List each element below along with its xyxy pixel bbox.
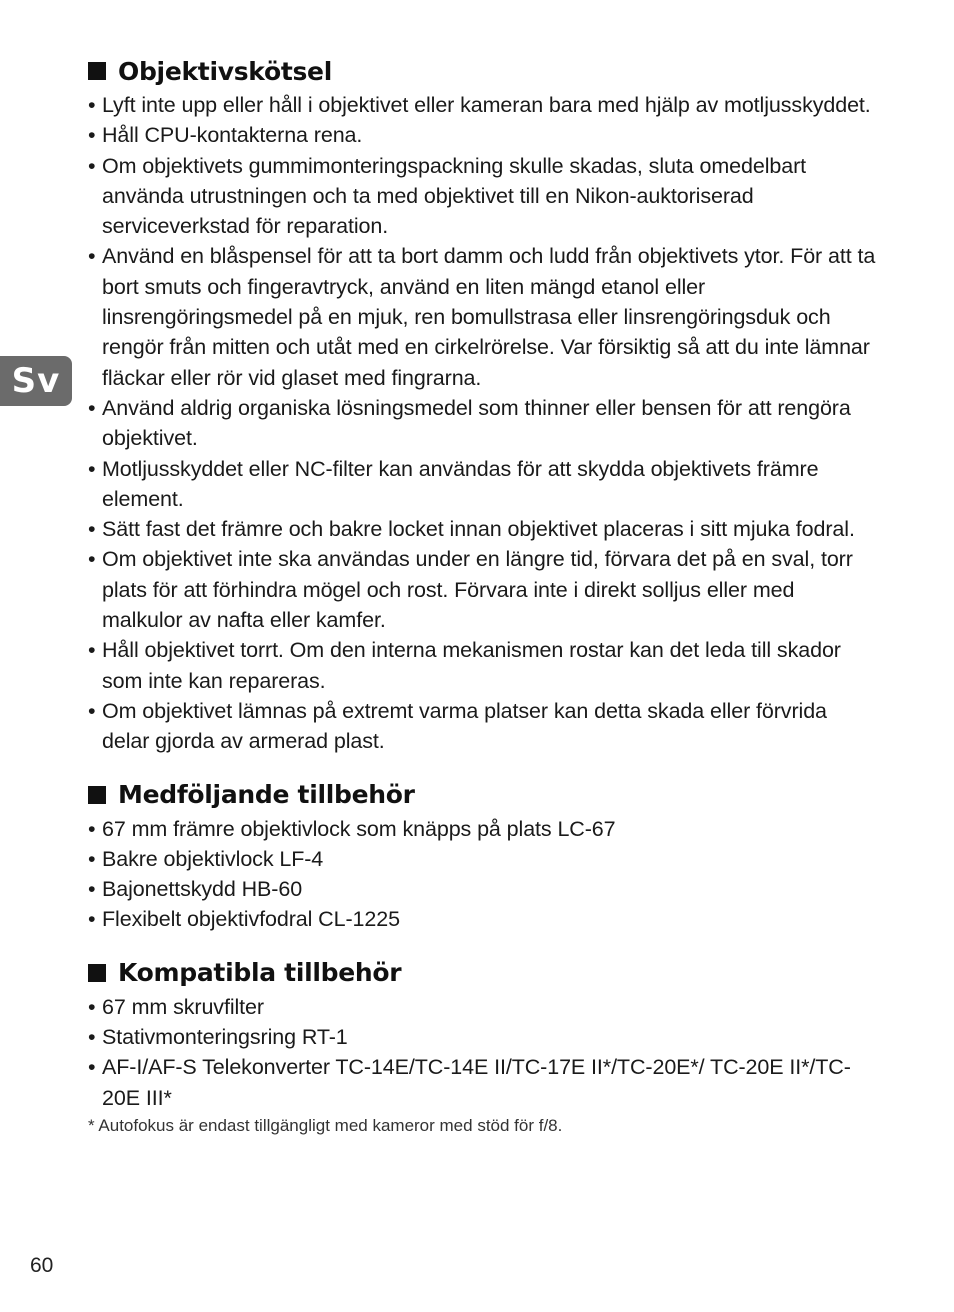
square-bullet-icon: [88, 62, 106, 80]
bullet-icon: •: [88, 456, 96, 481]
bullet-icon: •: [88, 1055, 96, 1080]
list-item: [88, 844, 878, 874]
list-item-text: Håll CPU-kontakterna rena.: [102, 123, 363, 148]
list-item: [88, 151, 878, 242]
list-item: [88, 393, 878, 454]
list-item: [88, 635, 878, 696]
list-item: [88, 241, 878, 392]
list-item: [88, 1052, 878, 1113]
bullet-icon: •: [88, 517, 96, 542]
bullet-icon: •: [88, 638, 96, 663]
list-item-text: Använd en blåspensel för att ta bort damm och ludd från objektivets ytor. För att ta bort smuts och fingeravtryck, använd en liten mängd etanol eller linsrengöringsmedel på en mjuk, ren bomullstrasa eller linsrengöringsduk och rengör från mitten och utåt med en cirkelrörelse. Var försiktig så att du inte lämnar fläckar eller rör vid glaset med fingrarna.: [102, 244, 876, 390]
bullet-icon: •: [88, 93, 96, 117]
section-heading: [88, 52, 878, 90]
language-tab: Sv: [0, 356, 72, 406]
section-title: Kompatibla tillbehör: [118, 958, 402, 988]
list-item-text: 67 mm främre objektivlock som knäpps på plats LC-67: [102, 816, 616, 841]
section-lens-care: [88, 52, 878, 757]
list-item-text: Bajonettskydd HB-60: [102, 877, 303, 902]
bullet-icon: •: [88, 395, 96, 420]
list-item-text: Flexibelt objektivfodral CL-1225: [102, 907, 400, 932]
square-bullet-icon: [88, 964, 106, 982]
list-item: [88, 696, 878, 757]
list-item-text: Använd aldrig organiska lösningsmedel som thinner eller bensen för att rengöra objektivet.: [102, 395, 851, 451]
section-compatible-accessories: [88, 954, 878, 1137]
list-item-text: Om objektivet inte ska användas under en längre tid, förvara det på en sval, torr plats för att förhindra mögel och rost. Förvara inte i direkt solljus eller med malkulor av nafta eller kamfer.: [102, 547, 853, 633]
section-title: Medföljande tillbehör: [118, 780, 415, 810]
bullet-icon: •: [88, 123, 96, 148]
bullet-icon: •: [88, 698, 96, 723]
footnote: * Autofokus är endast tillgängligt med kameror med stöd för f/8.: [88, 1115, 563, 1135]
list-item-text: Bakre objektivlock LF-4: [102, 846, 324, 871]
bullet-icon: •: [88, 153, 96, 178]
list-item-text: 67 mm skruvfilter: [102, 994, 264, 1019]
list-item-text: Motljusskyddet eller NC-filter kan användas för att skydda objektivets främre element.: [102, 456, 819, 511]
list-item: [88, 514, 878, 544]
bullet-icon: •: [88, 1025, 96, 1050]
list-item: [88, 544, 878, 635]
bullet-icon: •: [88, 846, 96, 871]
list-item: [88, 454, 878, 515]
list-item: [88, 992, 878, 1022]
list-item: [88, 814, 878, 844]
list-item-text: Stativmonteringsring RT-1: [102, 1025, 348, 1050]
list-item: [88, 874, 878, 904]
list-item: [88, 1022, 878, 1052]
bullet-icon: •: [88, 994, 96, 1019]
bullet-icon: •: [88, 244, 96, 269]
section-title: Objektivskötsel: [118, 56, 332, 86]
bullet-icon: •: [88, 907, 96, 932]
bullet-list: [88, 992, 878, 1113]
bullet-list: [88, 814, 878, 935]
list-item: [88, 904, 878, 934]
bullet-list: [88, 90, 878, 757]
list-item-text: Sätt fast det främre och bakre locket innan objektivet placeras i sitt mjuka fodral.: [102, 517, 855, 542]
section-included-accessories: [88, 776, 878, 935]
list-item-text: Håll objektivet torrt. Om den interna mekanismen rostar kan det leda till skador som inte kan repareras.: [102, 638, 841, 693]
list-item-text: AF-I/AF-S Telekonverter TC-14E/TC-14E II/TC-17E II*/TC-20E*/ TC-20E II*/TC-20E III*: [102, 1055, 851, 1110]
square-bullet-icon: [88, 786, 106, 804]
list-item-text: Om objektivet lämnas på extremt varma platser kan detta skada eller förvrida delar gjorda av armerad plast.: [102, 698, 827, 754]
bullet-icon: •: [88, 816, 96, 841]
bullet-icon: •: [88, 547, 96, 572]
list-item: [88, 90, 878, 120]
page-number: 60: [30, 1254, 54, 1277]
list-item: [88, 120, 878, 150]
section-heading: [88, 776, 878, 814]
list-item-text: Om objektivets gummimonteringspackning skulle skadas, sluta omedelbart använda utrustningen och ta med objektivet till en Nikon-auktoriserad serviceverkstad för reparation.: [102, 153, 807, 239]
page-content: [88, 52, 878, 1137]
list-item-text: Lyft inte upp eller håll i objektivet eller kameran bara med hjälp av motljusskyddet.: [102, 93, 871, 117]
section-heading: [88, 954, 878, 992]
bullet-icon: •: [88, 877, 96, 902]
